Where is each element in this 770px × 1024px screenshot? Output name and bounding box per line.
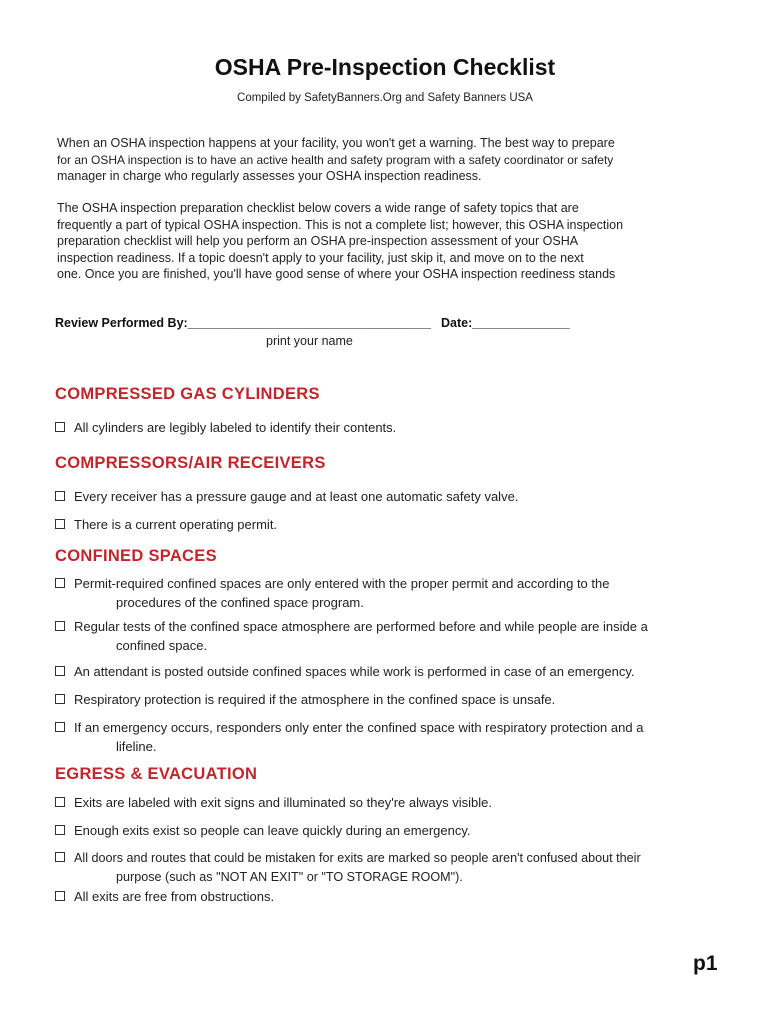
checkbox[interactable] [55,578,65,588]
review-date-field[interactable]: Date:______________ [441,316,570,330]
intro-line: frequently a part of typical OSHA inspection. This is not a complete list; however, this OSHA inspection [57,217,624,232]
checkbox[interactable] [55,722,65,732]
checkbox[interactable] [55,422,65,432]
checkbox[interactable] [55,891,65,901]
section-title-egress: EGRESS & EVACUATION [55,765,258,783]
checklist-item: Permit-required confined spaces are only entered with the proper permit and according to the procedures of the confined space program. [55,574,745,612]
checklist-item: All exits are free from obstructions. [55,887,745,906]
intro-paragraph-1 [57,135,727,185]
checkbox[interactable] [55,621,65,631]
checklist-item: Every receiver has a pressure gauge and at least one automatic safety valve. [55,487,745,506]
checkbox[interactable] [55,797,65,807]
checklist-item: Enough exits exist so people can leave quickly during an emergency. [55,821,745,840]
intro-line: inspection readiness. If a topic doesn't apply to your facility, just skip it, and move on to the next [57,250,584,265]
checkbox[interactable] [55,852,65,862]
checklist-item: Respiratory protection is required if the atmosphere in the confined space is unsafe. [55,690,745,709]
intro-paragraph-2 [57,200,727,283]
section-title-compressors: COMPRESSORS/AIR RECEIVERS [55,454,326,472]
checklist-item: An attendant is posted outside confined spaces while work is performed in case of an emergency. [55,662,745,681]
checklist-item: All doors and routes that could be mistaken for exits are marked so people aren't confused about their purpose (such as "NOT AN EXIT" or "TO STORAGE ROOM"). [55,849,745,887]
checkbox[interactable] [55,519,65,529]
intro-line: for an OSHA inspection is to have an active health and safety program with a safety coordinator or safety [57,152,614,167]
checklist-item: All cylinders are legibly labeled to identify their contents. [55,418,745,437]
checkbox[interactable] [55,666,65,676]
print-name-hint: print your name [266,334,353,348]
checkbox[interactable] [55,491,65,501]
section-title-confined-spaces: CONFINED SPACES [55,547,217,565]
page-number: p1 [693,952,718,975]
review-performed-by [55,316,570,330]
checklist-item: Regular tests of the confined space atmosphere are performed before and while people are inside a confined space. [55,617,745,655]
intro-line: preparation checklist will help you perform an OSHA pre-inspection assessment of your OSHA [57,234,579,248]
checklist-item: If an emergency occurs, responders only enter the confined space with respiratory protection and a lifeline. [55,718,745,756]
intro-line: The OSHA inspection preparation checklist below covers a wide range of safety topics that are [57,201,579,215]
intro-line: manager in charge who regularly assesses your OSHA inspection readiness. [57,169,482,183]
intro-line: When an OSHA inspection happens at your facility, you won't get a warning. The best way to prepare [57,136,615,150]
checkbox[interactable] [55,825,65,835]
reviewer-name-field[interactable]: Review Performed By:___________________________________ [55,316,432,330]
section-title-compressed-gas: COMPRESSED GAS CYLINDERS [55,385,320,403]
checklist-item: There is a current operating permit. [55,515,745,534]
page-title: OSHA Pre-Inspection Checklist [214,54,556,80]
checklist-item: Exits are labeled with exit signs and illuminated so they're always visible. [55,793,745,812]
checkbox[interactable] [55,694,65,704]
intro-line: one. Once you are finished, you'll have good sense of where your OSHA inspection reediness stands [57,267,616,281]
page-subtitle: Compiled by SafetyBanners.Org and Safety Banners USA [237,92,533,104]
